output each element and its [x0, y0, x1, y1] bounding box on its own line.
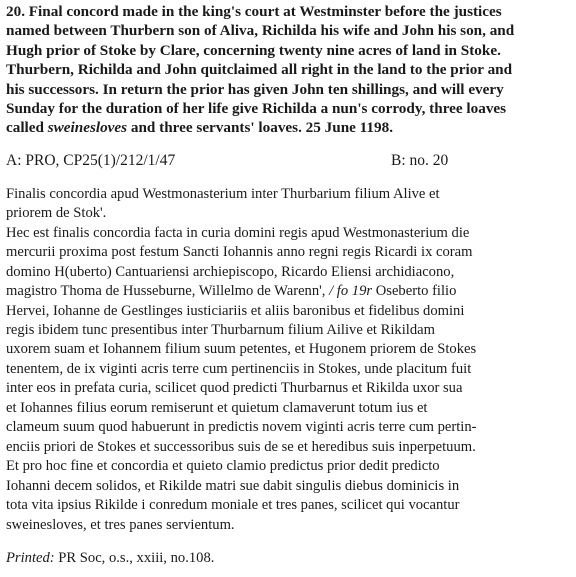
latin-line: domino H(uberto) Cantuariensi archiepiscopo, Ricardo Eliensi archidiacono, — [6, 263, 455, 280]
latin-line: Hec est finalis concordia facta in curia domini regis apud Westmonasterium die — [6, 224, 470, 241]
latin-line: Iohanni decem solidos, et Rikilde matri sue dabit singulis diebus dominicis in — [6, 477, 460, 494]
latin-line: inter eos in prefata curia, scilicet quod predicti Thurbarnus et Rikilda uxor sua — [6, 380, 463, 397]
summary-line: named between Thurbern son of Aliva, Richilda his wife and John his son, and — [6, 22, 515, 40]
summary-line: and three servants' loaves. 25 June 1198. — [130, 119, 394, 137]
latin-line: mercurii proxima post festum Sancti Iohannis anno regni regis Ricardi ix coram — [6, 244, 473, 261]
latin-line: sweinesloves, et tres panes servientum. — [6, 516, 235, 533]
summary-line: Hugh prior of Stoke by Clare, concerning twenty nine acres of land in Stoke. — [6, 41, 501, 59]
latin-line: Et pro hoc fine et concordia et quieto clamio predictus prior dedit predicto — [6, 458, 440, 475]
printed-reference — [6, 549, 572, 568]
latin-line: regis ibidem tunc presentibus inter Thurbarnum filium Ailive et Rikildam — [6, 322, 435, 339]
summary-line: Thurbern, Richilda and John quitclaimed all right in the land to the prior and — [6, 61, 513, 79]
summary-italic-term: sweinesloves — [47, 119, 128, 137]
document-page — [6, 2, 572, 568]
latin-line: et Iohannes filius eorum remiserunt et quietum clamaverunt totum ius et — [6, 399, 428, 416]
latin-line: Oseberto filio — [375, 283, 457, 300]
latin-heading-line: priorem de Stok'. — [6, 205, 107, 222]
latin-line: magistro Thoma de Husseburne, Willelmo de Warenn', — [6, 283, 326, 300]
latin-line: clameum suum quod habuerunt in predictis novem viginti acris terre cum pertin- — [6, 419, 477, 436]
latin-heading-line: Finalis concordia apud Westmonasterium inter Thurbarium filium Alive et — [6, 185, 440, 202]
source-a: A: PRO, CP25(1)/212/1/47 — [6, 151, 176, 169]
printed-value: PR Soc, o.s., xxiii, no.108. — [58, 550, 215, 566]
summary-line: his successors. In return the prior has given John ten shillings, and will every — [6, 80, 504, 98]
latin-line: enciis priori de Stokes et successoribus suis de se et heredibus suis inperpetuum. — [6, 438, 476, 455]
latin-heading — [6, 185, 572, 224]
entry-number: 20. — [6, 3, 25, 20]
folio-marker: / fo 19r — [329, 283, 373, 300]
latin-text — [6, 224, 572, 535]
latin-line: uxorem suam et Iohannem filium suum petentes, et Hugonem priorem de Stokes — [6, 341, 477, 358]
summary-line: Final concord made in the king's court at Westminster before the justices — [28, 3, 502, 20]
summary-line: Sunday for the duration of her life give Richilda a nun's corrody, three loaves — [6, 100, 507, 118]
summary-line: called — [6, 119, 44, 137]
latin-line: tota vita ipsius Rikilde i conredum moniale et tres panes, scilicet qui vocantur — [6, 497, 460, 514]
source-references — [6, 151, 572, 171]
entry-summary — [6, 2, 572, 138]
latin-line: tenentem, de ix viginti acris terre cum pertinenciis in Stokes, unde placitum fuit — [6, 360, 472, 377]
source-b: B: no. 20 — [391, 151, 449, 169]
latin-line: Hervei, Iohanne de Gestlinges iusticiariis et aliis baronibus et fidelibus domini — [6, 302, 465, 319]
printed-label: Printed: — [6, 550, 55, 566]
